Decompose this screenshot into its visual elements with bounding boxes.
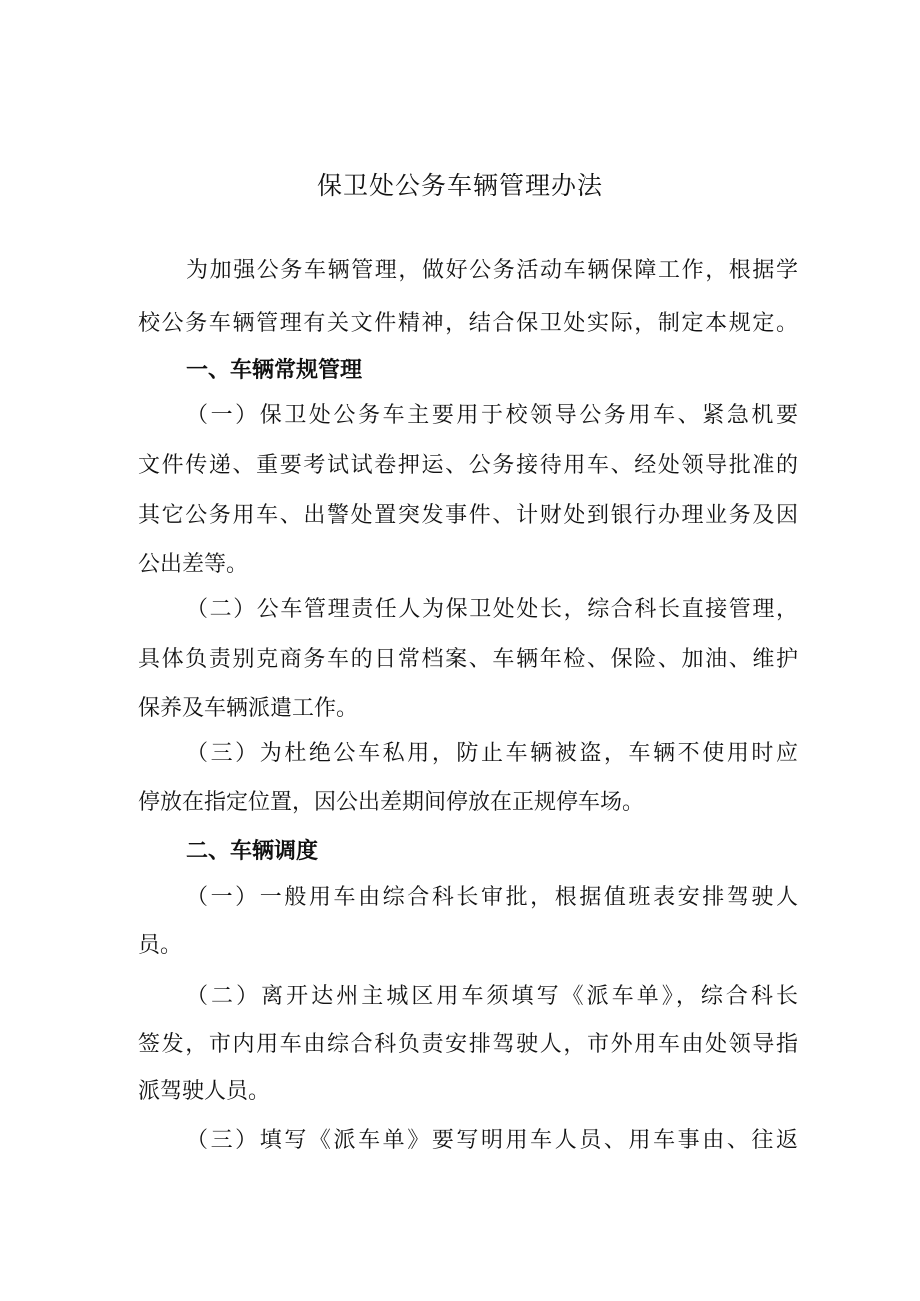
section-2-item-2-line-1: （二）离开达州主城区用车须填写《派车单》，综合科长 — [186, 984, 798, 1009]
document-title: 保卫处公务车辆管理办法 — [316, 171, 603, 200]
intro-line-2: 校公务车辆管理有关文件精神，结合保卫处实际，制定本规定。 — [138, 311, 798, 336]
section-1-item-1-line-2: 文件传递、重要考试试卷押运、公务接待用车、经处领导批准的 — [138, 453, 798, 478]
section-1-item-3-line-2: 停放在指定位置，因公出差期间停放在正规停车场。 — [138, 790, 645, 815]
section-1-item-1-line-1: （一）保卫处公务车主要用于校领导公务用车、紧急机要 — [186, 403, 798, 428]
section-2-item-1-line-2: 员。 — [138, 933, 183, 958]
section-1-item-1-line-4: 公出差等。 — [138, 552, 249, 577]
section-2-item-2-line-3: 派驾驶人员。 — [138, 1079, 271, 1104]
section-2-item-1-line-1: （一）一般用车由综合科长审批，根据值班表安排驾驶人 — [186, 885, 798, 910]
section-1-item-2-line-2: 具体负责别克商务车的日常档案、车辆年检、保险、加油、维护 — [138, 647, 798, 672]
section-2-heading: 二、车辆调度 — [186, 838, 319, 864]
section-1-item-3-line-1: （三）为杜绝公车私用，防止车辆被盗，车辆不使用时应 — [186, 741, 798, 766]
section-1-heading: 一、车辆常规管理 — [186, 357, 363, 383]
intro-line-1: 为加强公务车辆管理，做好公务活动车辆保障工作，根据学 — [186, 258, 798, 283]
section-2-item-3-line-1: （三）填写《派车单》要写明用车人员、用车事由、往返 — [186, 1128, 798, 1153]
section-1-item-2-line-1: （二）公车管理责任人为保卫处处长，综合科长直接管理， — [186, 597, 798, 622]
section-2-item-2-line-2: 签发，市内用车由综合科负责安排驾驶人，市外用车由处领导指 — [138, 1032, 798, 1057]
section-1-item-2-line-3: 保养及车辆派遣工作。 — [138, 696, 359, 721]
section-1-item-1-line-3: 其它公务用车、出警处置突发事件、计财处到银行办理业务及因 — [138, 503, 798, 528]
